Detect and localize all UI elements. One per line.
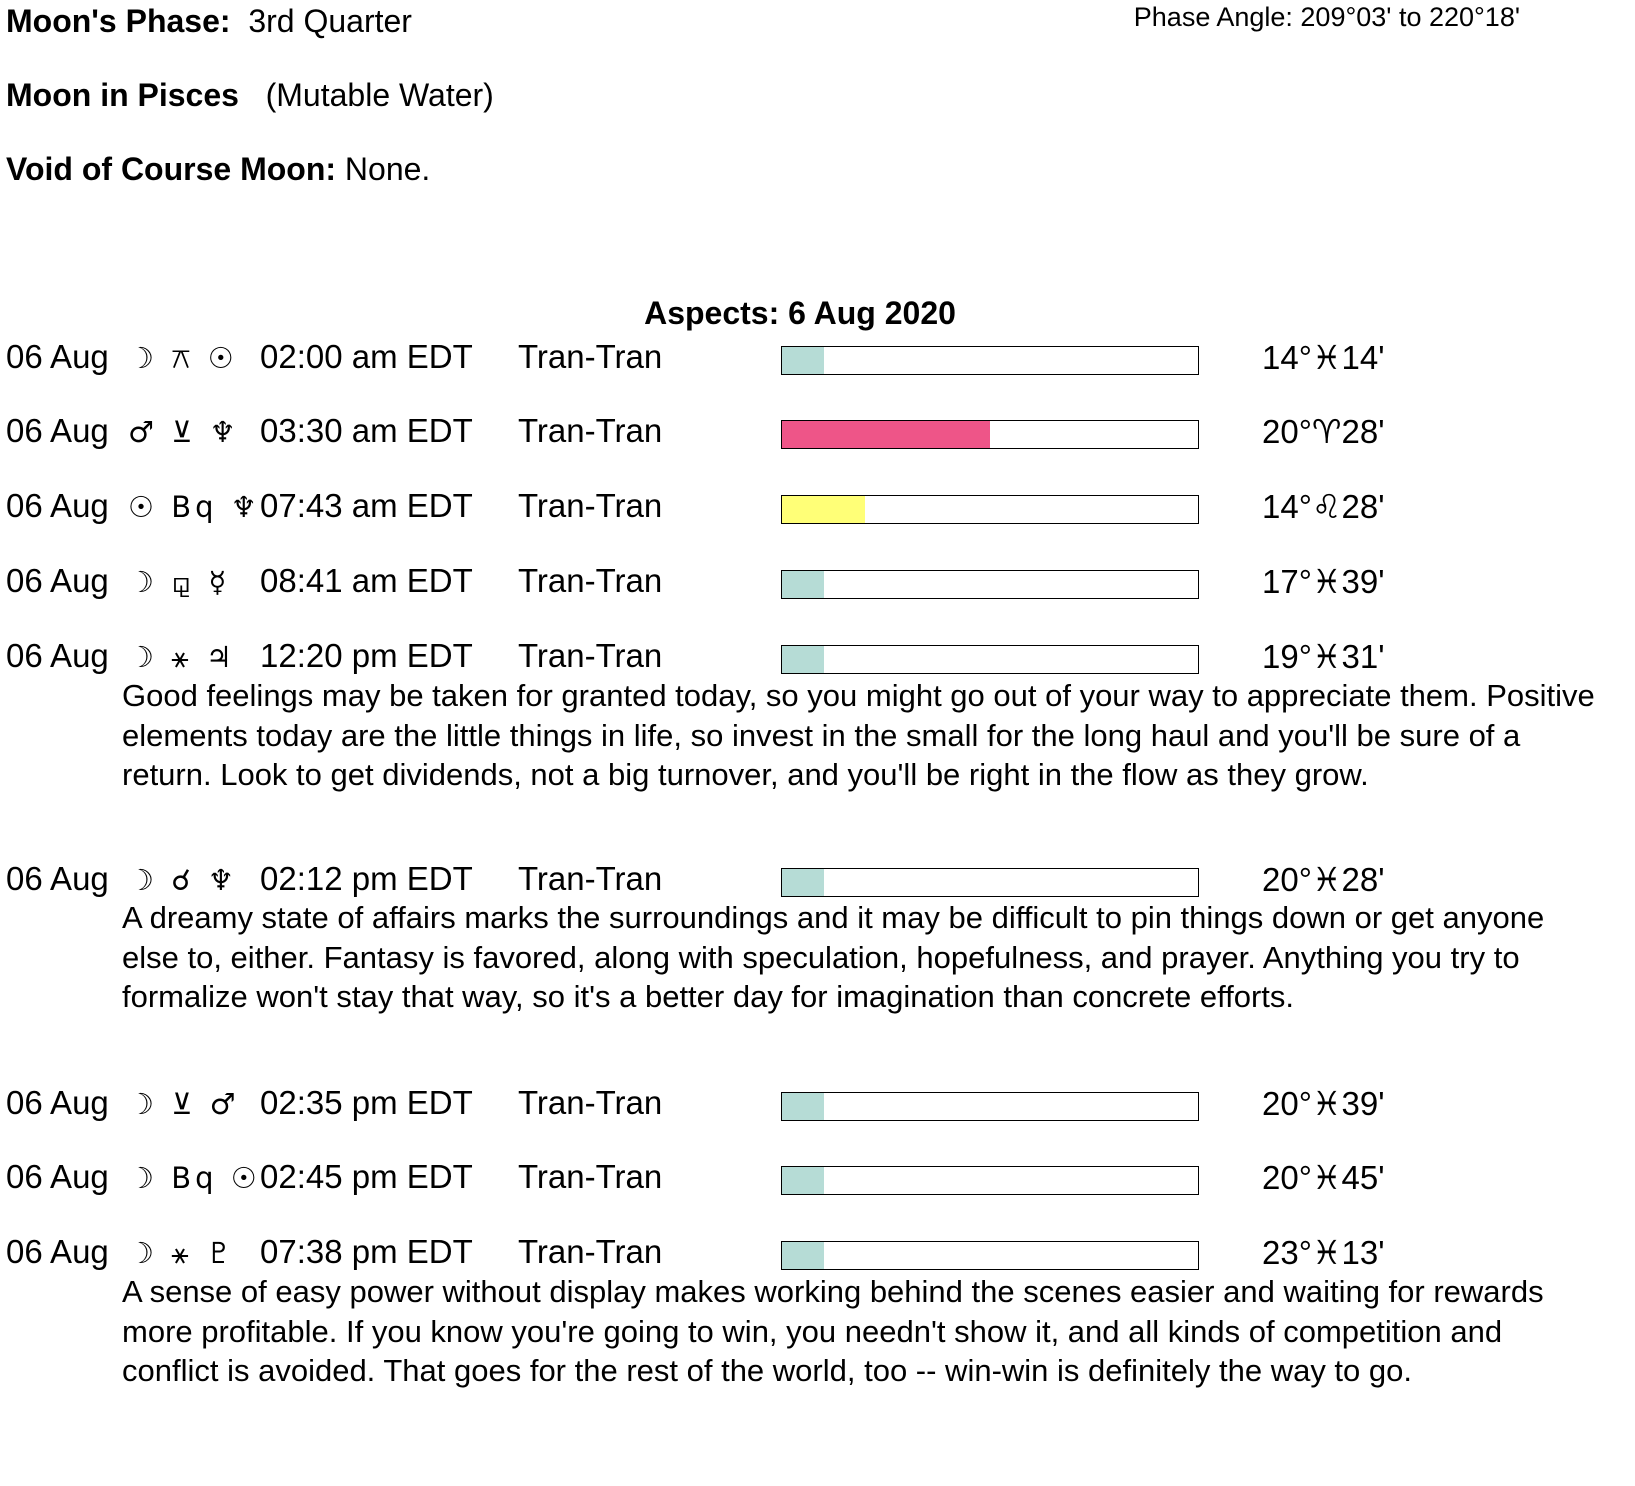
aspect-row bbox=[0, 562, 1635, 602]
aspect-time: 02:45 pm EDT bbox=[260, 1158, 473, 1195]
aspect-type: Tran-Tran bbox=[518, 1084, 663, 1121]
aspect-row bbox=[0, 1158, 1635, 1198]
aspect-strength-bar bbox=[781, 1166, 1199, 1195]
aspect-strength-bar bbox=[781, 1241, 1199, 1270]
moon-phase-label: Moon's Phase: bbox=[6, 3, 231, 39]
aspect-position: 20°♈28' bbox=[1262, 413, 1385, 450]
aspect-date: 06 Aug bbox=[6, 487, 109, 524]
aspect-glyphs: ♂ ⊻ ♆ bbox=[128, 415, 240, 449]
aspect-glyphs: ☉ Bq ♆ bbox=[128, 490, 261, 524]
aspect-glyphs: ☽ ⚼ ☿ bbox=[128, 565, 231, 599]
aspect-glyphs: ☽ ⚹ ♇ bbox=[128, 1236, 236, 1270]
aspect-row bbox=[0, 412, 1635, 452]
moon-sign-label: Moon in Pisces bbox=[6, 77, 239, 113]
aspect-description: Good feelings may be taken for granted today, so you might go out of your way to appreciate them. Positive elements today are the little things in life, so invest in the small for the long haul and you'll be sure of a return. Look to get dividends, not a big turnover, and you'll be right in the flow as they grow. bbox=[122, 678, 1595, 792]
aspects-title: Aspects: 6 Aug 2020 bbox=[644, 295, 956, 331]
aspect-time: 12:20 pm EDT bbox=[260, 637, 473, 674]
aspect-glyphs: ☽ ⚻ ☉ bbox=[128, 341, 238, 375]
aspect-time: 03:30 am EDT bbox=[260, 412, 473, 449]
moon-phase-line bbox=[6, 3, 412, 40]
aspect-type: Tran-Tran bbox=[518, 1233, 663, 1270]
aspect-glyphs: ☽ Bq ☉ bbox=[128, 1161, 261, 1195]
aspect-strength-bar bbox=[781, 868, 1199, 897]
aspect-strength-bar bbox=[781, 570, 1199, 599]
aspect-date: 06 Aug bbox=[6, 1158, 109, 1195]
aspect-date: 06 Aug bbox=[6, 1084, 109, 1121]
aspect-strength-bar bbox=[781, 495, 1199, 524]
aspect-time: 08:41 am EDT bbox=[260, 562, 473, 599]
aspect-position: 20°♓45' bbox=[1262, 1159, 1385, 1196]
aspect-strength-bar bbox=[781, 420, 1199, 449]
aspect-position: 20°♓39' bbox=[1262, 1085, 1385, 1122]
aspect-strength-fill bbox=[782, 1242, 824, 1269]
aspect-type: Tran-Tran bbox=[518, 562, 663, 599]
aspect-row bbox=[0, 1233, 1635, 1273]
aspect-type: Tran-Tran bbox=[518, 1158, 663, 1195]
aspect-date: 06 Aug bbox=[6, 338, 109, 375]
aspect-position: 14°♌28' bbox=[1262, 488, 1385, 525]
aspect-time: 02:35 pm EDT bbox=[260, 1084, 473, 1121]
aspect-strength-fill bbox=[782, 571, 824, 598]
moon-sign-element: (Mutable Water) bbox=[265, 77, 494, 113]
aspect-row bbox=[0, 1084, 1635, 1124]
aspect-position: 17°♓39' bbox=[1262, 563, 1385, 600]
aspect-position: 20°♓28' bbox=[1262, 861, 1385, 898]
void-of-course-line bbox=[6, 151, 430, 188]
aspect-date: 06 Aug bbox=[6, 562, 109, 599]
aspect-strength-bar bbox=[781, 346, 1199, 375]
aspect-row bbox=[0, 637, 1635, 677]
phase-angle: Phase Angle: 209°03' to 220°18' bbox=[1133, 2, 1520, 32]
aspect-time: 07:38 pm EDT bbox=[260, 1233, 473, 1270]
aspect-type: Tran-Tran bbox=[518, 487, 663, 524]
aspect-time: 07:43 am EDT bbox=[260, 487, 473, 524]
aspect-position: 14°♓14' bbox=[1262, 339, 1385, 376]
aspect-glyphs: ☽ ⚹ ♃ bbox=[128, 640, 236, 674]
aspect-type: Tran-Tran bbox=[518, 338, 663, 375]
aspect-strength-fill bbox=[782, 496, 865, 523]
aspect-row bbox=[0, 860, 1635, 900]
aspect-date: 06 Aug bbox=[6, 860, 109, 897]
aspect-date: 06 Aug bbox=[6, 412, 109, 449]
aspect-strength-fill bbox=[782, 869, 824, 896]
aspect-position: 19°♓31' bbox=[1262, 638, 1385, 675]
aspect-row bbox=[0, 338, 1635, 378]
aspect-strength-bar bbox=[781, 645, 1199, 674]
aspect-strength-fill bbox=[782, 646, 824, 673]
aspect-strength-fill bbox=[782, 421, 990, 448]
aspect-date: 06 Aug bbox=[6, 637, 109, 674]
aspect-type: Tran-Tran bbox=[518, 412, 663, 449]
void-of-course-value: None. bbox=[344, 151, 431, 187]
moon-phase-value: 3rd Quarter bbox=[248, 3, 412, 39]
aspect-strength-bar bbox=[781, 1092, 1199, 1121]
aspect-type: Tran-Tran bbox=[518, 860, 663, 897]
aspect-time: 02:12 pm EDT bbox=[260, 860, 473, 897]
aspect-type: Tran-Tran bbox=[518, 637, 663, 674]
void-of-course-label: Void of Course Moon: bbox=[6, 151, 337, 187]
aspect-glyphs: ☽ ☌ ♆ bbox=[128, 863, 238, 897]
aspect-description: A dreamy state of affairs marks the surroundings and it may be difficult to pin things down or get anyone else to, either. Fantasy is favored, along with speculation, hopefulness, and prayer. Anything you try to formalize won't stay that way, so it's a better day for imagination than concrete efforts. bbox=[122, 900, 1545, 1014]
aspect-row bbox=[0, 487, 1635, 527]
aspect-strength-fill bbox=[782, 347, 824, 374]
aspect-time: 02:00 am EDT bbox=[260, 338, 473, 375]
aspect-strength-fill bbox=[782, 1093, 824, 1120]
aspect-strength-fill bbox=[782, 1167, 824, 1194]
aspect-glyphs: ☽ ⊻ ♂ bbox=[128, 1087, 240, 1121]
moon-sign-line bbox=[6, 77, 494, 114]
aspect-description: A sense of easy power without display makes working behind the scenes easier and waiting for rewards more profitable. If you know you're going to win, you needn't show it, and all kinds of competition and conflict is avoided. That goes for the rest of the world, too -- win-win is definitely the way to go. bbox=[122, 1274, 1544, 1388]
aspect-position: 23°♓13' bbox=[1262, 1234, 1385, 1271]
aspect-date: 06 Aug bbox=[6, 1233, 109, 1270]
